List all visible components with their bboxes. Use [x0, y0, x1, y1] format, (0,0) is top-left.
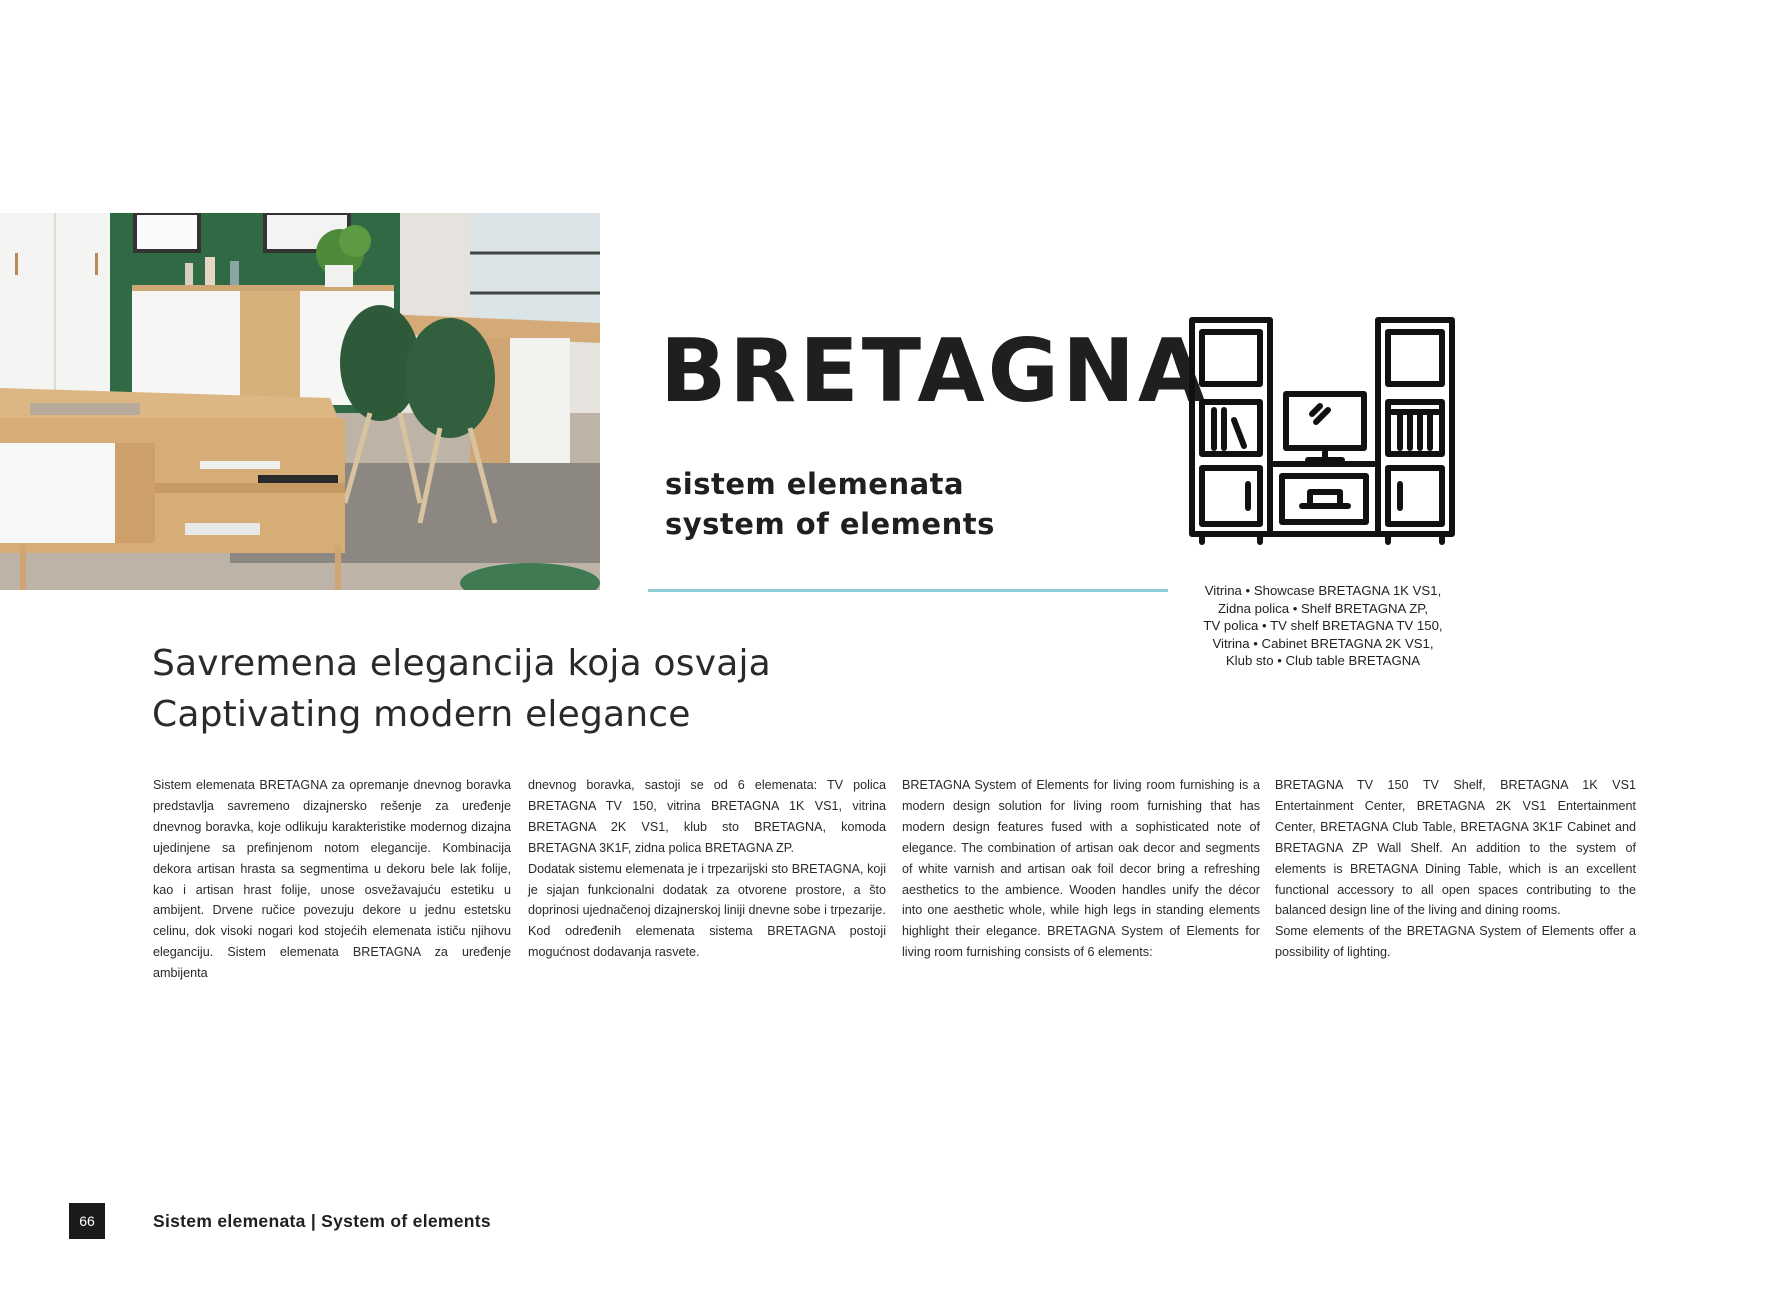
elements-list-item: Vitrina • Cabinet BRETAGNA 2K VS1,: [1212, 635, 1434, 651]
body-paragraph: Sistem elemenata BRETAGNA za opremanje dnevnog boravka predstavlja savremeno dizajnersko rešenje za uređenje dnevnog boravka, koje odlikuju karakteristike modernog dizajna ujedinjene sa prefinjenom notom elegancije. Kombinacija dekora artisan hrasta sa segmentima u dekoru bele lak folije, kao i artisan hrast folije, unose osvežavajuću estetiku u ambijent. Drvene ručice povezuju dekore u jednu estetsku celinu, dok visoki nogari kod stojećih elemenata ističu njihovu eleganciju. Sistem elemenata BRETAGNA za uređenje ambijenta: [153, 778, 511, 981]
footer-section-title: Sistem elemenata | System of elements: [153, 1211, 491, 1231]
elements-list: [1188, 582, 1458, 670]
elements-list-item: Klub sto • Club table BRETAGNA: [1225, 653, 1421, 668]
accent-divider: [648, 589, 1168, 592]
body-column-1: [153, 775, 511, 984]
room-photo-illustration: [0, 213, 600, 590]
tagline-serbian: Savremena elegancija koja osvaja: [152, 643, 771, 684]
body-paragraph: dnevnog boravka, sastoji se od 6 elemenata: TV polica BRETAGNA TV 150, vitrina BRETAGNA 1K VS1, vitrina BRETAGNA 2K VS1, klub sto BRETAGNA, komoda BRETAGNA 3K1F, zidna polica BRETAGNA ZP.: [528, 778, 886, 855]
elements-list-item: Vitrina • Showcase BRETAGNA 1K VS1,: [1204, 583, 1442, 598]
body-paragraph: Kod određenih elemenata sistema BRETAGNA postoji mogućnost dodavanja rasvete.: [528, 924, 886, 960]
body-column-3: [902, 775, 1260, 963]
furniture-wall-unit-icon: [1186, 316, 1458, 546]
body-paragraph: Dodatak sistemu elemenata je i trpezarijski sto BRETAGNA, koji je sjajan funkcionalni dodatak za otvorene prostore, a što doprinosi ujednačenoj dizajnerskoj liniji dnevne sobe i trpezarije.: [528, 861, 886, 918]
body-column-4: [1275, 775, 1636, 963]
elements-list-item: TV polica • TV shelf BRETAGNA TV 150,: [1203, 618, 1443, 633]
room-photo: [0, 213, 600, 590]
subtitle-serbian: sistem elemenata: [665, 467, 965, 501]
body-paragraph: BRETAGNA System of Elements for living room furnishing is a modern design solution for living room furnishing that has modern design features fused with a sophisticated note of elegance. The combination of artisan oak decor and segments of white varnish and artisan oak foil decor bring a refreshing aesthetics to the ambience. Wooden handles unify the décor into one aesthetic whole, while high legs in standing elements highlight their elegance. BRETAGNA System of Elements for living room furnishing consists of 6 elements:: [902, 778, 1260, 960]
brand-title: BRETAGNA: [660, 320, 1209, 422]
page-number: 66: [69, 1203, 105, 1239]
body-paragraph: Some elements of the BRETAGNA System of Elements offer a possibility of lighting.: [1275, 924, 1636, 960]
subtitle-english: system of elements: [665, 507, 995, 541]
elements-list-item: Zidna polica • Shelf BRETAGNA ZP,: [1217, 600, 1429, 616]
body-paragraph: BRETAGNA TV 150 TV Shelf, BRETAGNA 1K VS1 Entertainment Center, BRETAGNA 2K VS1 Entertainment Center, BRETAGNA Club Table, BRETAGNA 3K1F Cabinet and BRETAGNA ZP Wall Shelf. An addition to the system of elements is BRETAGNA Dining Table, which is an excellent functional accessory to all open spaces contributing to the balanced design line of the living and dining rooms.: [1275, 778, 1636, 918]
tagline-english: Captivating modern elegance: [152, 694, 691, 735]
body-column-2: [528, 775, 886, 963]
